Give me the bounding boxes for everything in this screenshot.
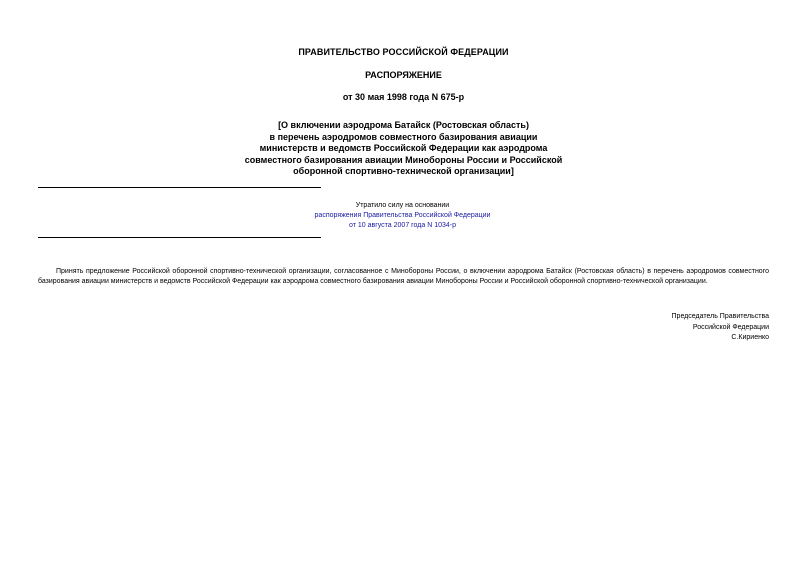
title-line: совместного базирования авиации Минобороны России и Российской <box>244 154 563 165</box>
void-notice-link[interactable]: распоряжения Правительства Российской Федерации <box>314 212 491 219</box>
government-heading: ПРАВИТЕЛЬСТВО РОССИЙСКОЙ ФЕДЕРАЦИИ <box>298 47 509 57</box>
title-line: министерств и ведомств Российской Федерации как аэродрома <box>259 143 548 153</box>
divider-bottom <box>38 237 321 238</box>
signature-name: С.Кириенко <box>731 334 769 341</box>
divider-top <box>38 187 321 188</box>
signature-block <box>509 312 769 344</box>
body-paragraph: Принять предложение Российской оборонной спортивно-технической организации, согласованное с Минобороны России, о включении аэродрома Батайск (Ростовская область) в перечень аэродромов совместного базирования авиации министерств и ведомств Российской Федерации как аэродрома совместного базирования авиации Минобороны России и Российской оборонной спортивно-технической организации. <box>38 268 769 285</box>
signature-organization: Российской Федерации <box>692 323 769 331</box>
title-line: оборонной спортивно-технической организации] <box>293 166 514 176</box>
document-type: РАСПОРЯЖЕНИЕ <box>365 70 442 80</box>
void-notice-label: Утратило силу на основании <box>355 202 450 209</box>
void-notice <box>210 201 595 231</box>
document-title <box>0 120 807 178</box>
title-line: в перечень аэродромов совместного базирования авиации <box>269 131 538 142</box>
void-notice-link-date[interactable]: от 10 августа 2007 года N 1034-р <box>348 222 457 229</box>
title-line: [О включении аэродрома Батайск (Ростовская область) <box>278 120 529 130</box>
signature-position: Председатель Правительства <box>671 313 769 320</box>
document-date-number: от 30 мая 1998 года N 675-р <box>342 92 465 102</box>
